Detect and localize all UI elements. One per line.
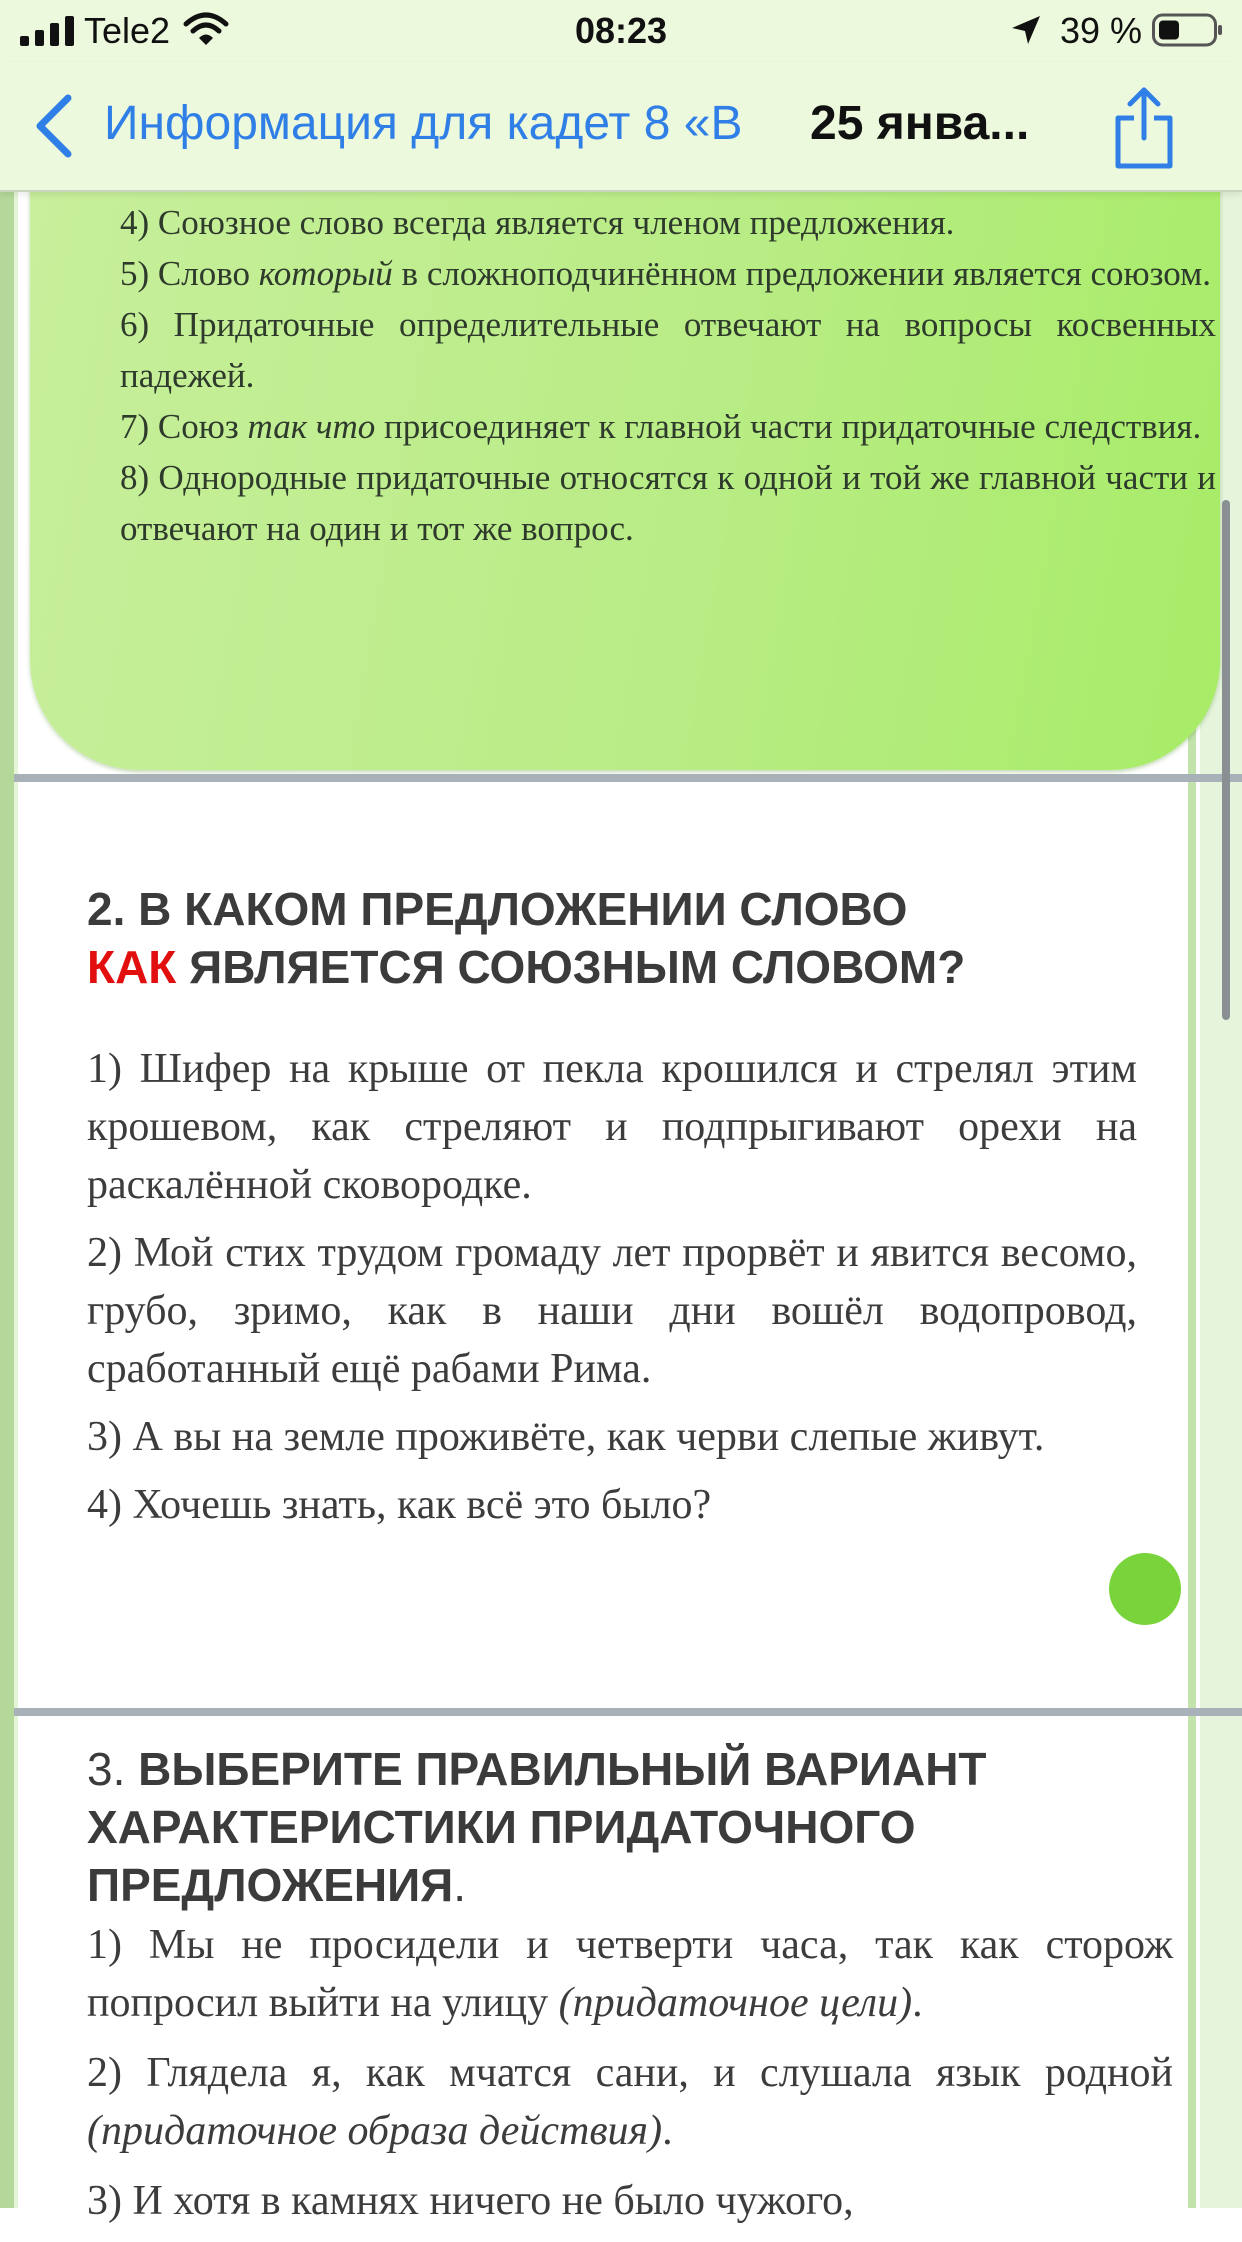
section-divider (14, 774, 1242, 782)
navigation-bar (0, 62, 1242, 192)
answer-option: 1) Мы не просидели и четверти часа, так как сторож попросил выйти на улицу (придаточное цели). (87, 1922, 1173, 2026)
page-border-left (0, 190, 14, 2208)
back-button-label[interactable]: Информация для кадет 8 «В (104, 97, 743, 150)
answer-option: 2) Глядела я, как мчатся сани, и слушала язык родной (придаточное образа действия). (87, 2050, 1173, 2154)
back-chevron-icon[interactable] (34, 94, 74, 158)
answer-option: 2) Мой стих трудом громаду лет прорвёт и явится весомо, грубо, зримо, как в наши дни вошёл водопровод, сработанный ещё рабами Рима. (87, 1230, 1137, 1392)
answer-option: 3) А вы на земле проживёте, как черви слепые живут. (87, 1414, 1045, 1460)
status-bar (0, 0, 1242, 62)
statements-list (120, 146, 1216, 554)
clock: 08:23 (574, 10, 668, 51)
battery-percentage: 39 % (1060, 10, 1143, 51)
battery-icon (1152, 13, 1224, 47)
answer-option: 3) И хотя в камнях ничего не было чужого, (87, 2178, 854, 2224)
green-dot-button[interactable] (1109, 1553, 1181, 1625)
answer-option: 1) Шифер на крыше от пекла крошился и стрелял этим крошевом, как стреляют и подпрыгивают орехи на раскалённой сковородке. (87, 1046, 1137, 1208)
question-3-heading: 3. ВЫБЕРИТЕ ПРАВИЛЬНЫЙ ВАРИАНТ ХАРАКТЕРИСТИКИ ПРИДАТОЧНОГО ПРЕДЛОЖЕНИЯ. (87, 1743, 987, 1911)
question-2-options (87, 1040, 1137, 1544)
statement-item: 8) Однородные придаточные относятся к одной и той же главной части и отвечают на один и тот же вопрос. (120, 458, 1216, 548)
answer-option: 4) Хочешь знать, как всё это было? (87, 1482, 712, 1528)
page-border-left-inner (14, 190, 18, 2208)
location-arrow-icon (1010, 14, 1042, 46)
share-icon[interactable] (1112, 84, 1176, 170)
statement-item: 5) Слово который в сложноподчинённом предложении является союзом. (120, 254, 1211, 293)
statement-item: 6) Придаточные определительные отвечают на вопросы косвенных падежей. (120, 305, 1216, 395)
question-2-heading: 2. В КАКОМ ПРЕДЛОЖЕНИИ СЛОВО КАК ЯВЛЯЕТСЯ СОЮЗНЫМ СЛОВОМ? (87, 883, 966, 993)
question-3-options (87, 1916, 1173, 2242)
scroll-indicator[interactable] (1222, 500, 1230, 1020)
statement-item: 4) Союзное слово всегда является членом предложения. (120, 203, 955, 242)
document-content[interactable] (0, 190, 1242, 2224)
highlighted-word: КАК (87, 941, 177, 993)
statement-item: 7) Союз так что присоединяет к главной части придаточные следствия. (120, 407, 1202, 446)
answers-panel (30, 130, 1220, 770)
carrier-name: Tele2 (84, 10, 171, 51)
section-divider (14, 1708, 1242, 1716)
page-title: 25 янва... (810, 97, 1030, 150)
